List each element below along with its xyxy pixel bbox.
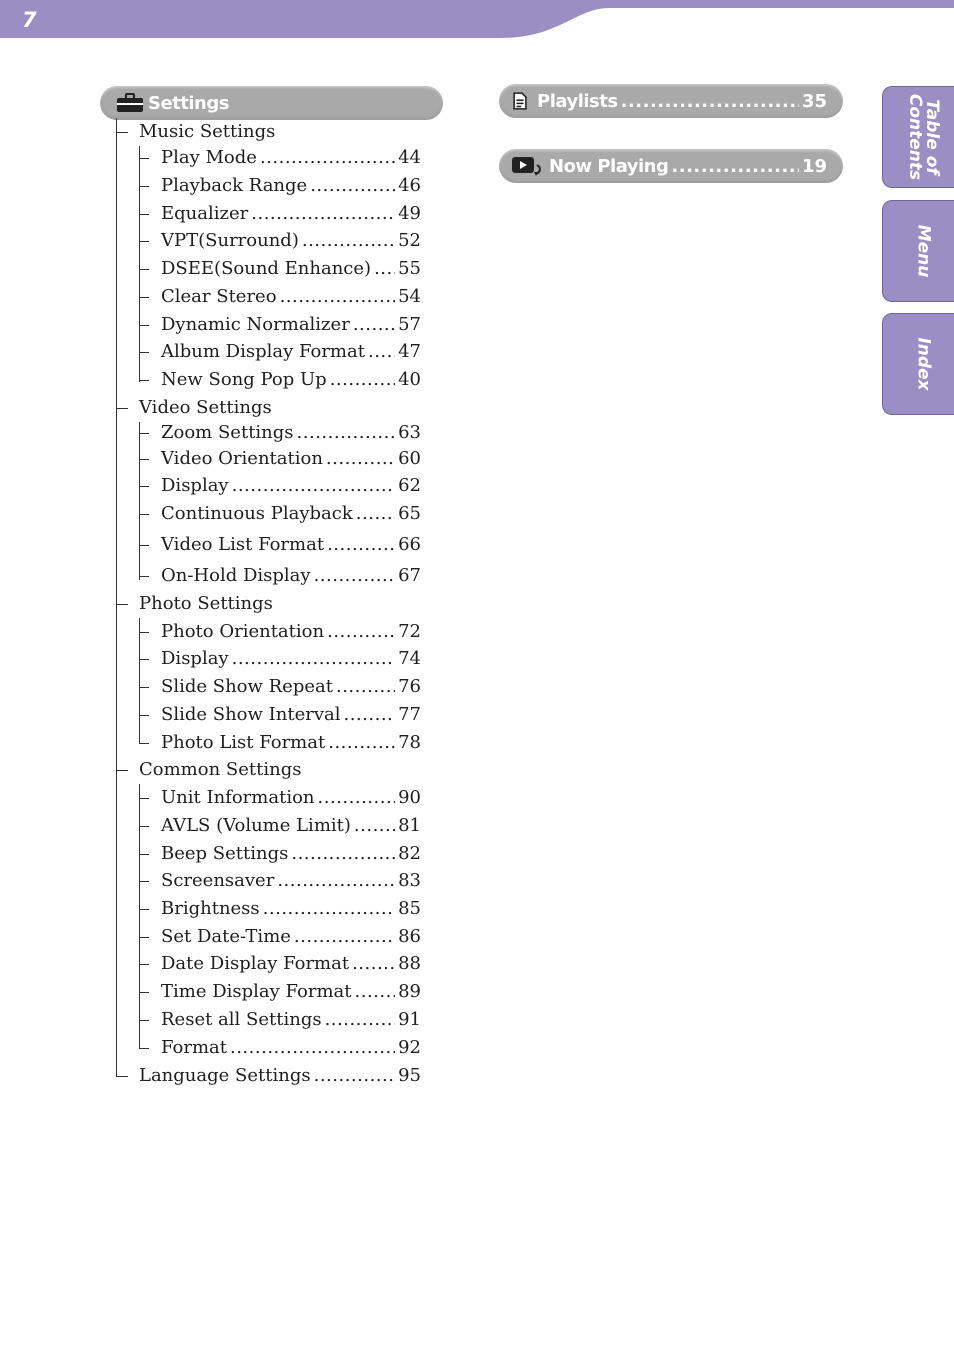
toc-entry-page: 85 xyxy=(398,898,421,919)
toc-entry-page: 44 xyxy=(398,147,421,168)
leader-dots xyxy=(621,91,799,112)
toc-entry[interactable] xyxy=(110,338,421,366)
leader-dots xyxy=(318,784,396,812)
toc-entry-page: 88 xyxy=(398,953,421,974)
now-playing-link[interactable] xyxy=(499,149,843,183)
toc-entry[interactable] xyxy=(110,227,421,255)
toc-entry-page: 81 xyxy=(398,815,421,836)
leader-dots xyxy=(263,895,395,923)
now-playing-page: 19 xyxy=(801,155,827,177)
toc-entry-label: AVLS (Volume Limit) xyxy=(161,815,351,836)
toc-entry-page: 66 xyxy=(398,534,421,555)
toc-entry-label: DSEE(Sound Enhance) xyxy=(161,258,372,279)
toc-entry[interactable] xyxy=(110,978,421,1006)
leader-dots xyxy=(297,419,396,447)
toc-entry-page: 92 xyxy=(398,1037,421,1058)
toc-entry[interactable] xyxy=(110,144,421,172)
category-video-settings[interactable]: Video Settings xyxy=(139,397,272,418)
toc-entry[interactable] xyxy=(110,729,421,757)
toc-entry-label: Brightness xyxy=(161,898,260,919)
toc-entry-page: 90 xyxy=(398,787,421,808)
leader-dots xyxy=(327,531,395,559)
playlists-page: 35 xyxy=(801,90,827,112)
leader-dots xyxy=(291,840,395,868)
leader-dots xyxy=(330,366,395,394)
toc-entry[interactable] xyxy=(110,500,421,528)
toc-entry-page: 47 xyxy=(398,341,421,362)
playlists-link[interactable] xyxy=(499,84,843,118)
toc-entry-label: Equalizer xyxy=(161,203,249,224)
toc-entry-label: VPT(Surround) xyxy=(161,230,299,251)
toc-entry-label: Unit Information xyxy=(161,787,315,808)
toc-entry[interactable] xyxy=(110,645,421,673)
toc-entry-label: Slide Show Repeat xyxy=(161,676,333,697)
leader-dots xyxy=(294,923,395,951)
toc-entry[interactable] xyxy=(110,867,421,895)
toc-entry-label: Date Display Format xyxy=(161,953,350,974)
settings-title: Settings xyxy=(148,92,229,114)
leader-dots xyxy=(326,445,395,473)
toc-entry-label: On-Hold Display xyxy=(161,565,311,586)
leader-dots xyxy=(343,701,395,729)
toc-entry[interactable] xyxy=(110,200,421,228)
leader-dots xyxy=(336,673,395,701)
toc-entry-label: Album Display Format xyxy=(161,341,365,362)
playlists-title: Playlists xyxy=(537,90,618,112)
toc-entry-label: Display xyxy=(161,475,229,496)
leader-dots xyxy=(374,255,395,283)
toc-entry[interactable] xyxy=(110,311,421,339)
toc-entry-page: 76 xyxy=(398,676,421,697)
toc-entry-label: Video Orientation xyxy=(161,448,323,469)
toc-entry-page: 78 xyxy=(398,732,421,753)
tab-menu[interactable] xyxy=(882,200,954,302)
toc-entry-label: Playback Range xyxy=(161,175,308,196)
toc-entry-page: 57 xyxy=(398,314,421,335)
leader-dots xyxy=(671,156,799,177)
toc-entry[interactable] xyxy=(110,812,421,840)
settings-link[interactable] xyxy=(100,86,443,120)
leader-dots xyxy=(314,1062,396,1090)
leader-dots xyxy=(310,172,395,200)
toc-entry[interactable] xyxy=(110,784,421,812)
toc-entry-label: Set Date-Time xyxy=(161,926,291,947)
toc-entry[interactable] xyxy=(110,1034,421,1062)
top-banner xyxy=(0,0,954,40)
leader-dots xyxy=(353,311,395,339)
toc-entry-page: 83 xyxy=(398,870,421,891)
toc-entry-page: 91 xyxy=(398,1009,421,1030)
toc-entry-page: 89 xyxy=(398,981,421,1002)
toc-entry-page: 86 xyxy=(398,926,421,947)
toc-entry[interactable] xyxy=(110,445,421,473)
toc-entry-label: Video List Format xyxy=(161,534,325,555)
toc-entry-label: Display xyxy=(161,648,229,669)
toc-entry-page: 82 xyxy=(398,843,421,864)
page-number: 7 xyxy=(22,8,37,32)
toc-entry-label: Photo Orientation xyxy=(161,621,325,642)
toc-entry[interactable] xyxy=(110,950,421,978)
toc-entry-page: 62 xyxy=(398,475,421,496)
toc-entry-page: 54 xyxy=(398,286,421,307)
toc-entry[interactable] xyxy=(110,701,421,729)
tab-menu-label: Menu xyxy=(913,224,933,278)
leader-dots xyxy=(354,812,395,840)
leader-dots xyxy=(230,1034,395,1062)
toc-entry-label: New Song Pop Up xyxy=(161,369,327,390)
toc-entry-page: 67 xyxy=(398,565,421,586)
leader-dots xyxy=(232,472,395,500)
toc-entry-label: Time Display Format xyxy=(161,981,352,1002)
category-photo-settings[interactable]: Photo Settings xyxy=(139,593,273,614)
toc-entry-page: 40 xyxy=(398,369,421,390)
toc-entry-page: 77 xyxy=(398,704,421,725)
now-playing-icon xyxy=(511,155,545,177)
toc-entry-label: Screensaver xyxy=(161,870,275,891)
leader-dots xyxy=(355,978,396,1006)
tab-toc-line1: Table of xyxy=(921,99,942,175)
tab-index[interactable] xyxy=(882,313,954,415)
leader-dots xyxy=(356,500,395,528)
toc-entry[interactable] xyxy=(110,172,421,200)
toc-entry-label: Dynamic Normalizer xyxy=(161,314,350,335)
leader-dots xyxy=(280,283,396,311)
leader-dots xyxy=(260,144,395,172)
toc-entry[interactable] xyxy=(110,1006,421,1034)
toc-entry[interactable] xyxy=(110,366,421,394)
toc-entry[interactable] xyxy=(110,472,421,500)
toolbox-icon xyxy=(116,92,144,114)
toc-entry-page: 60 xyxy=(398,448,421,469)
leader-dots xyxy=(327,618,395,646)
leader-dots xyxy=(325,1006,396,1034)
toc-entry[interactable] xyxy=(110,283,421,311)
category-language-settings[interactable]: Language Settings ..... 95 xyxy=(110,1062,421,1090)
toc-entry[interactable] xyxy=(110,673,421,701)
tab-table-of-contents[interactable] xyxy=(882,86,954,188)
toc-entry-page: 52 xyxy=(398,230,421,251)
toc-entry-label: Slide Show Interval xyxy=(161,704,341,725)
toc-entry-page: 49 xyxy=(398,203,421,224)
leader-dots xyxy=(277,867,395,895)
toc-entry[interactable] xyxy=(110,531,421,559)
toc-entry-label: Zoom Settings xyxy=(161,422,294,443)
leader-dots xyxy=(251,200,395,228)
toc-entry[interactable] xyxy=(110,255,421,283)
toc-entry[interactable] xyxy=(110,562,421,590)
tab-toc-line2: Contents xyxy=(904,93,925,181)
playlist-icon xyxy=(511,90,533,112)
leader-dots xyxy=(368,338,395,366)
category-music-settings[interactable]: Music Settings xyxy=(139,121,276,142)
now-playing-title: Now Playing xyxy=(549,155,669,177)
toc-entry-page: 72 xyxy=(398,621,421,642)
toc-entry[interactable] xyxy=(110,923,421,951)
toc-entry-label: Clear Stereo xyxy=(161,286,277,307)
toc-entry-label: Photo List Format xyxy=(161,732,326,753)
toc-entry[interactable] xyxy=(110,419,421,447)
toc-entry-label: Format xyxy=(161,1037,227,1058)
toc-entry[interactable] xyxy=(110,618,421,646)
toc-entry-page: 46 xyxy=(398,175,421,196)
toc-entry-label: Play Mode xyxy=(161,147,257,168)
toc-entry-page: 65 xyxy=(398,503,421,524)
toc-entry-page: 63 xyxy=(398,422,421,443)
leader-dots xyxy=(232,645,395,673)
leader-dots xyxy=(314,562,396,590)
leader-dots xyxy=(302,227,395,255)
toc-entry-label: Beep Settings xyxy=(161,843,289,864)
toc-entry[interactable] xyxy=(110,840,421,868)
toc-entry-page: 55 xyxy=(398,258,421,279)
category-common-settings[interactable]: Common Settings xyxy=(139,759,302,780)
toc-entry[interactable] xyxy=(110,895,421,923)
leader-dots xyxy=(328,729,395,757)
toc-entry-label: Reset all Settings xyxy=(161,1009,322,1030)
tab-index-label: Index xyxy=(913,337,933,391)
leader-dots xyxy=(352,950,395,978)
toc-entry-label: Continuous Playback xyxy=(161,503,353,524)
toc-entry-page: 74 xyxy=(398,648,421,669)
